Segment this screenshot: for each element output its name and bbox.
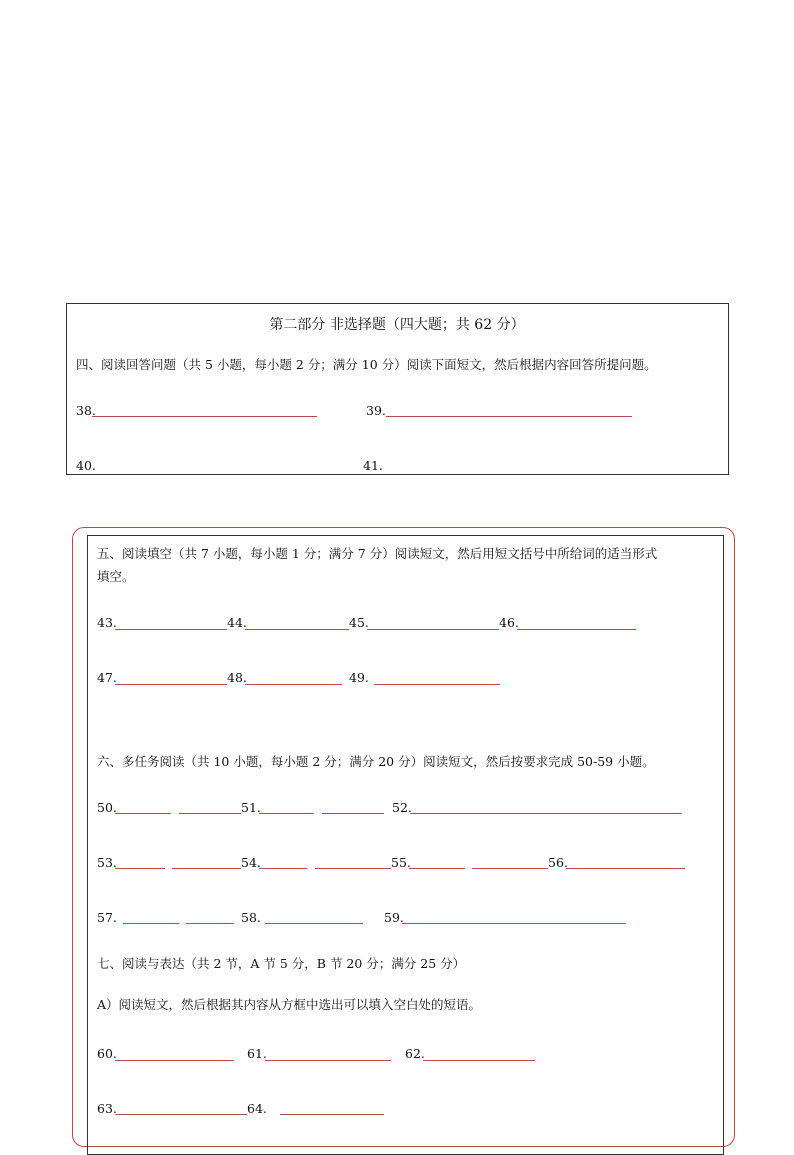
section7-heading: 七、阅读与表达（共 2 节，A 节 5 分，B 节 20 分；满分 25 分） [97, 956, 466, 971]
q43-label: 43. [97, 615, 117, 630]
section4-heading: 四、阅读回答问题（共 5 小题，每小题 2 分；满分 10 分）阅读下面短文，然后根据内容回答所提问题。 [76, 357, 657, 372]
q40-label: 40. [76, 458, 96, 473]
q51-label: 51. [241, 800, 261, 815]
q47-answer-line[interactable] [115, 684, 227, 685]
q51-answer-line-b[interactable] [322, 813, 384, 814]
q63-answer-line[interactable] [115, 1114, 247, 1115]
q44-label: 44. [227, 615, 247, 630]
q53-label: 53. [97, 855, 117, 870]
q61-label: 61. [247, 1046, 267, 1061]
q62-answer-line[interactable] [423, 1060, 535, 1061]
q55-answer-line-a[interactable] [409, 868, 465, 869]
q53-answer-line-a[interactable] [115, 868, 165, 869]
answer-frame-inner [87, 535, 724, 1155]
q38-answer-line[interactable] [92, 416, 317, 417]
q52-answer-line[interactable] [410, 813, 682, 814]
q61-answer-line[interactable] [265, 1060, 391, 1061]
q49-label: 49. [349, 670, 369, 685]
q43-answer-line[interactable] [115, 629, 227, 630]
q46-label: 46. [499, 615, 519, 630]
q45-answer-line[interactable] [367, 629, 499, 630]
q58-label: 58. [241, 910, 261, 925]
q62-label: 62. [405, 1046, 425, 1061]
part2-title: 第二部分 非选择题（四大题；共 62 分） [269, 317, 525, 333]
section6-heading: 六、多任务阅读（共 10 小题，每小题 2 分；满分 20 分）阅读短文，然后按要求完成 50-59 小题。 [97, 754, 655, 769]
q56-answer-line[interactable] [566, 868, 685, 869]
q48-answer-line[interactable] [245, 684, 342, 685]
q48-label: 48. [227, 670, 247, 685]
section7-part-a: A）阅读短文，然后根据其内容从方框中选出可以填入空白处的短语。 [97, 997, 482, 1012]
q54-answer-line-b[interactable] [315, 868, 391, 869]
q41-label: 41. [363, 458, 383, 473]
q47-label: 47. [97, 670, 117, 685]
q45-label: 45. [349, 615, 369, 630]
q53-answer-line-b[interactable] [172, 868, 241, 869]
q64-label: 64. [247, 1101, 267, 1116]
q49-answer-line[interactable] [374, 684, 500, 685]
section5-heading-line2: 填空。 [97, 569, 135, 584]
q56-label: 56. [548, 855, 568, 870]
q64-answer-line[interactable] [280, 1114, 384, 1115]
q57-answer-line-a[interactable] [123, 923, 179, 924]
q50-answer-line-b[interactable] [179, 813, 241, 814]
q51-answer-line-a[interactable] [259, 813, 314, 814]
q60-label: 60. [97, 1046, 117, 1061]
q60-answer-line[interactable] [115, 1060, 234, 1061]
section5-heading-line1: 五、阅读填空（共 7 小题，每小题 1 分；满分 7 分）阅读短文，然后用短文括号中所给词的适当形式 [97, 546, 658, 561]
q46-answer-line[interactable] [517, 629, 636, 630]
q39-answer-line[interactable] [386, 416, 632, 417]
q54-label: 54. [241, 855, 261, 870]
q57-answer-line-b[interactable] [186, 923, 234, 924]
q44-answer-line[interactable] [245, 629, 349, 630]
q58-answer-line[interactable] [265, 923, 363, 924]
q55-label: 55. [391, 855, 411, 870]
q63-label: 63. [97, 1101, 117, 1116]
q50-answer-line-a[interactable] [115, 813, 171, 814]
q57-label: 57. [97, 910, 117, 925]
q54-answer-line-a[interactable] [259, 868, 307, 869]
q59-label: 59. [384, 910, 404, 925]
q55-answer-line-b[interactable] [472, 868, 548, 869]
q59-answer-line[interactable] [402, 923, 626, 924]
q38-label: 38. [76, 403, 96, 418]
q52-label: 52. [392, 800, 412, 815]
q50-label: 50. [97, 800, 117, 815]
q39-label: 39. [366, 403, 386, 418]
